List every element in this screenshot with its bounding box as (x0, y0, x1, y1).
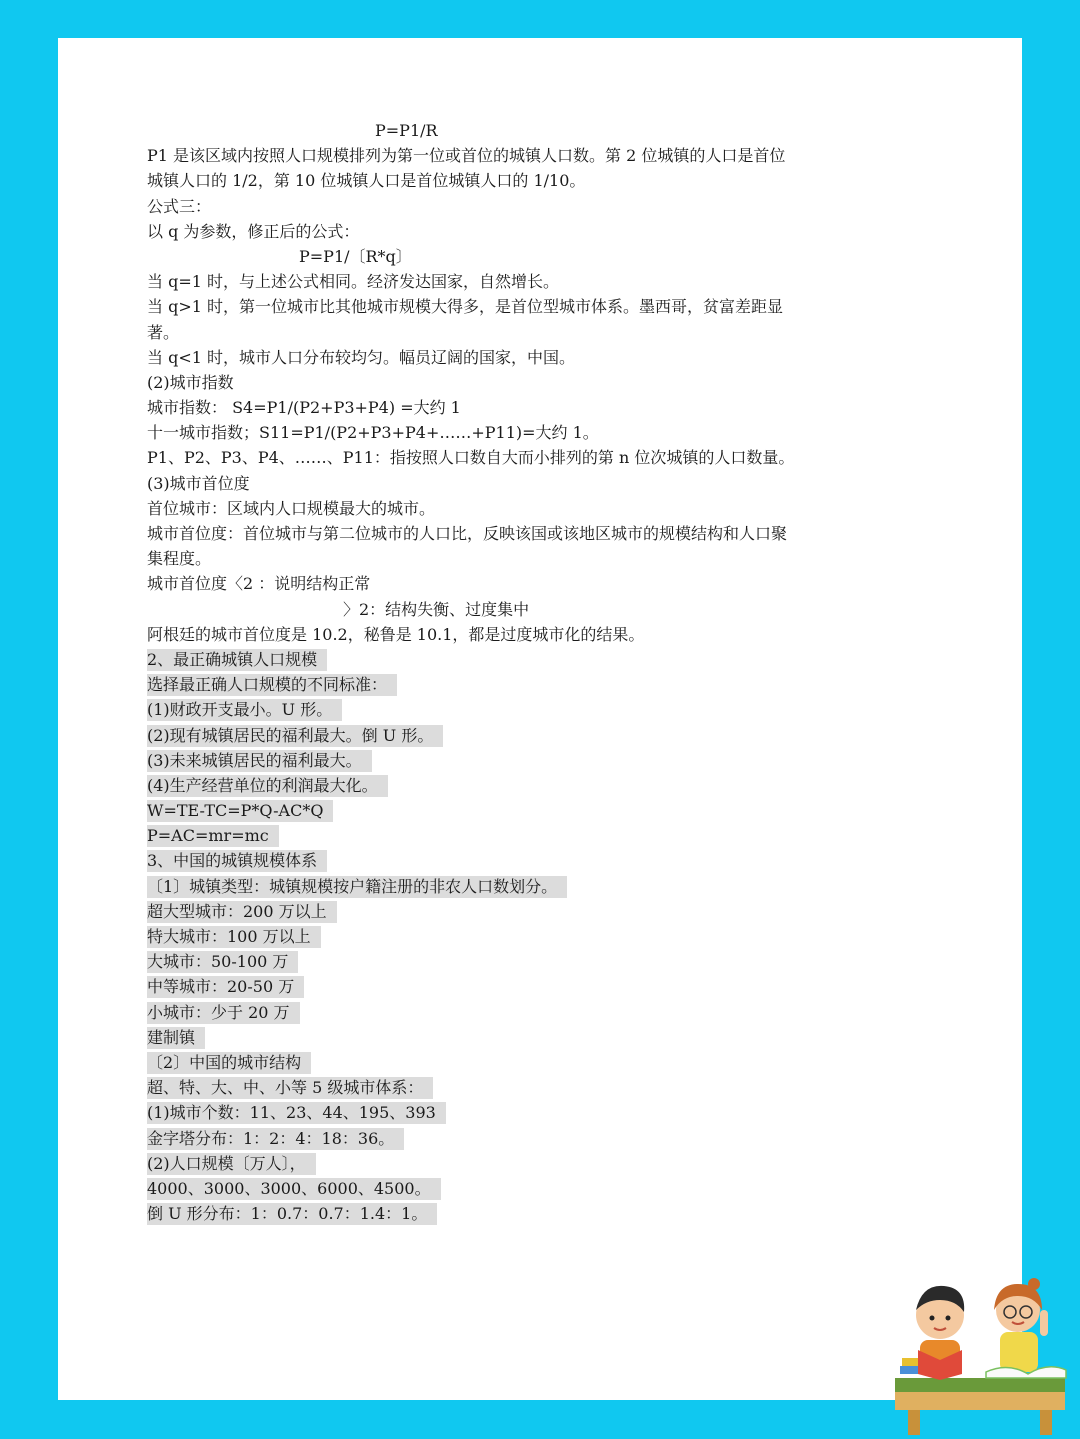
text-line-content: 倒 U 形分布：1：0.7：0.7：1.4：1。 (147, 1203, 437, 1225)
text-line-content: (1)城市个数：11、23、44、195、393 (147, 1102, 446, 1124)
text-line (147, 798, 827, 823)
text-line (147, 395, 827, 420)
text-line-content: 阿根廷的城市首位度是 10.2，秘鲁是 10.1，都是过度城市化的结果。 (147, 624, 645, 644)
text-line-content: (3)未来城镇居民的福利最大。 (147, 750, 372, 772)
text-line-content: (2)城市指数 (147, 372, 234, 392)
text-line-content: P1、P2、P3、P4、……、P11：指按照人口数自大而小排列的第 n 位次城镇的人口数量。 (147, 448, 795, 468)
text-line (147, 848, 827, 873)
text-line-content: 公式三： (147, 196, 212, 216)
text-line (147, 143, 827, 168)
text-line (147, 1126, 827, 1151)
text-line (147, 320, 827, 345)
text-line (147, 874, 827, 899)
text-line-content: 建制镇 (147, 1027, 205, 1049)
text-line (147, 1176, 827, 1201)
document-body (147, 118, 827, 1226)
text-line-content: W=TE-TC=P*Q-AC*Q (147, 800, 333, 822)
text-line (147, 924, 827, 949)
text-line (147, 723, 827, 748)
text-line (147, 168, 827, 193)
text-line-content: 以 q 为参数，修正后的公式： (147, 221, 360, 241)
text-line (147, 445, 827, 470)
text-line (147, 345, 827, 370)
text-line (147, 1100, 827, 1125)
text-line-content: (1)财政开支最小。U 形。 (147, 699, 342, 721)
girl-shirt (1000, 1332, 1038, 1372)
text-line-content: P=P1/R (375, 121, 438, 140)
desk-top (895, 1378, 1065, 1392)
text-line-content: 金字塔分布：1：2：4：18：36。 (147, 1128, 404, 1150)
text-line (147, 1075, 827, 1100)
text-line (147, 949, 827, 974)
text-line-content: 中等城市：20-50 万 (147, 976, 304, 998)
text-line-content: (4)生产经营单位的利润最大化。 (147, 775, 388, 797)
text-line (147, 219, 827, 244)
text-line-content: 超、特、大、中、小等 5 级城市体系： (147, 1077, 433, 1099)
text-line (147, 1201, 827, 1226)
text-line (147, 622, 827, 647)
text-line-content: 超大型城市：200 万以上 (147, 901, 337, 923)
text-line-content: 2、最正确城镇人口规模 (147, 649, 327, 671)
text-line (147, 118, 827, 143)
text-line (147, 899, 827, 924)
text-line (147, 773, 827, 798)
text-line (147, 1025, 827, 1050)
text-line-content: 当 q>1 时，第一位城市比其他城市规模大得多，是首位型城市体系。墨西哥，贫富差距显 (147, 297, 784, 317)
text-line-content: 〔2〕中国的城市结构 (147, 1052, 311, 1074)
text-line-content: 十一城市指数；S11=P1/(P2+P3+P4+……+P11)=大约 1。 (147, 423, 599, 443)
boy-eye-right (946, 1316, 951, 1321)
text-line-content: P=AC=mr=mc (147, 825, 279, 847)
text-line (147, 1151, 827, 1176)
text-line (147, 974, 827, 999)
text-line (147, 471, 827, 496)
text-line-content: 大城市：50-100 万 (147, 951, 298, 973)
text-line-content: (2)人口规模〔万人〕， (147, 1153, 316, 1175)
text-line-content: (2)现有城镇居民的福利最大。倒 U 形。 (147, 725, 443, 747)
text-line-content: 集程度。 (147, 549, 212, 569)
boy-eye-left (930, 1316, 935, 1321)
text-line (147, 672, 827, 697)
text-line-content: 城市指数： S4=P1/(P2+P3+P4) =大约 1 (147, 398, 461, 418)
text-line-content: P1 是该区域内按照人口规模排列为第一位或首位的城镇人口数。第 2 位城镇的人口是首位 (147, 146, 786, 166)
text-line (147, 244, 827, 269)
text-line (147, 1050, 827, 1075)
children-reading-illustration (890, 1270, 1070, 1435)
text-line (147, 420, 827, 445)
text-line (147, 697, 827, 722)
text-line-content: 首位城市：区域内人口规模最大的城市。 (147, 498, 436, 518)
text-line (147, 571, 827, 596)
text-line-content: 城市首位度〈2 ：说明结构正常 (147, 574, 371, 594)
text-line (147, 1000, 827, 1025)
text-line (147, 748, 827, 773)
text-line-content: 当 q=1 时，与上述公式相同。经济发达国家，自然增长。 (147, 272, 560, 292)
desk-front (895, 1392, 1065, 1410)
text-line (147, 823, 827, 848)
text-line (147, 546, 827, 571)
text-line (147, 269, 827, 294)
text-line (147, 194, 827, 219)
text-line-content: 小城市：少于 20 万 (147, 1002, 300, 1024)
text-line-content: 4000、3000、3000、6000、4500。 (147, 1178, 441, 1200)
text-line-content: (3)城市首位度 (147, 473, 250, 493)
text-line-content: 当 q<1 时，城市人口分布较均匀。幅员辽阔的国家，中国。 (147, 347, 576, 367)
text-line (147, 597, 827, 622)
text-line (147, 294, 827, 319)
text-line (147, 370, 827, 395)
text-line-content: 〉2：结构失衡、过度集中 (343, 599, 530, 619)
text-line-content: 3、中国的城镇规模体系 (147, 850, 327, 872)
text-line-content: 〔1〕城镇类型：城镇规模按户籍注册的非农人口数划分。 (147, 876, 567, 898)
text-line-content: 城镇人口的 1/2，第 10 位城镇人口是首位城镇人口的 1/10。 (147, 171, 586, 191)
text-line-content: 著。 (147, 322, 180, 342)
text-line-content: 选择最正确人口规模的不同标准： (147, 674, 397, 696)
text-line (147, 647, 827, 672)
girl-raised-arm (1040, 1310, 1048, 1336)
text-line-content: P=P1/〔R*q〕 (299, 246, 412, 266)
text-line-content: 特大城市：100 万以上 (147, 926, 321, 948)
text-line (147, 521, 827, 546)
text-line (147, 496, 827, 521)
girl-hair-bun (1028, 1278, 1040, 1290)
text-line-content: 城市首位度：首位城市与第二位城市的人口比，反映该国或该地区城市的规模结构和人口聚 (147, 524, 788, 543)
